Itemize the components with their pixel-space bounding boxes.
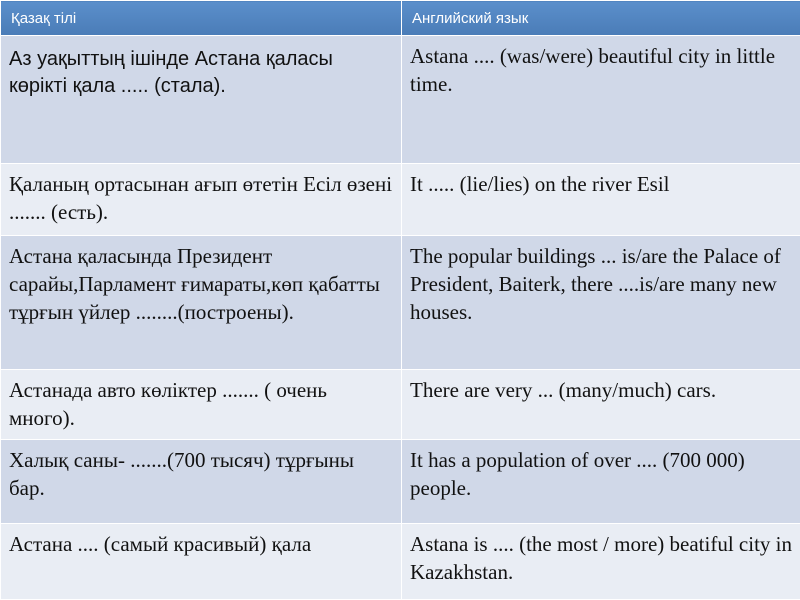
english-cell: Astana .... (was/were) beautiful city in little time. bbox=[402, 36, 800, 164]
kazakh-cell: Астана қаласында Президент сарайы,Парламент ғимараты,көп қабатты тұрғын үйлер ........(построены). bbox=[1, 236, 402, 370]
kazakh-cell: Халық саны- .......(700 тысяч) тұрғыны бар. bbox=[1, 440, 402, 524]
kazakh-cell: Аз уақыттың ішінде Астана қаласы көрікті қала ..... (стала). bbox=[1, 36, 402, 164]
english-cell: It has a population of over .... (700 000) people. bbox=[402, 440, 800, 524]
table-row bbox=[1, 36, 800, 164]
table-row bbox=[1, 236, 800, 370]
table-row bbox=[1, 370, 800, 440]
english-cell: Astana is .... (the most / more) beatiful city in Kazakhstan. bbox=[402, 524, 800, 600]
english-cell: The popular buildings ... is/are the Palace of President, Baiterk, there ....is/are many new houses. bbox=[402, 236, 800, 370]
english-cell: It ..... (lie/lies) on the river Esil bbox=[402, 164, 800, 236]
kazakh-cell: Астана .... (самый красивый) қала bbox=[1, 524, 402, 600]
table-row bbox=[1, 440, 800, 524]
header-english: Английский язык bbox=[402, 1, 800, 36]
english-cell: There are very ... (many/much) cars. bbox=[402, 370, 800, 440]
header-kazakh: Қазақ тілі bbox=[1, 1, 402, 36]
table-header-row bbox=[1, 1, 800, 36]
table-row bbox=[1, 164, 800, 236]
kazakh-cell: Қаланың ортасынан ағып өтетін Есіл өзені ....... (есть). bbox=[1, 164, 402, 236]
kazakh-cell: Астанада авто көліктер ....... ( очень много). bbox=[1, 370, 402, 440]
table-row bbox=[1, 524, 800, 600]
